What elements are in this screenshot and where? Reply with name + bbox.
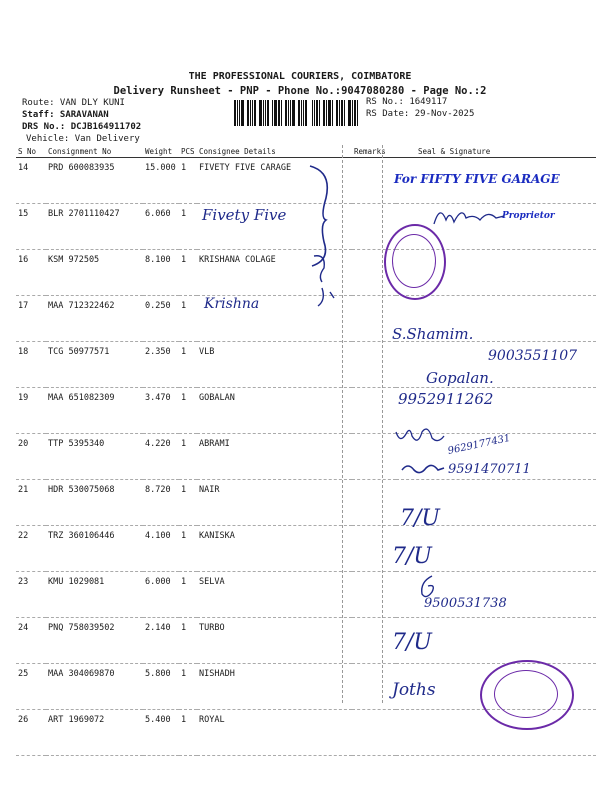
cell-sno: 19	[16, 388, 46, 434]
col-consignee: Consignee Details	[197, 145, 352, 158]
cell-pcs: 1	[179, 480, 197, 526]
cell-sno: 16	[16, 250, 46, 296]
staff-label: Staff: SARAVANAN	[22, 110, 109, 120]
cell-weight: 6.060	[143, 204, 179, 250]
cell-sno: 23	[16, 572, 46, 618]
cell-consignment: TCG 50977571	[46, 342, 143, 388]
signature-19-phone: 9952911262	[398, 390, 494, 408]
cell-pcs: 1	[179, 664, 197, 710]
cell-weight: 15.000	[143, 158, 179, 204]
cell-consignee: ABRAMI	[197, 434, 352, 480]
signature-19-name: Gopalan.	[426, 369, 494, 387]
garage-stamp-role: Proprietor	[502, 211, 555, 221]
cell-remarks	[352, 572, 396, 618]
cell-pcs: 1	[179, 388, 197, 434]
cell-pcs: 1	[179, 572, 197, 618]
cell-consignee: GOBALAN	[197, 388, 352, 434]
cell-pcs: 1	[179, 204, 197, 250]
seal-divider	[382, 145, 383, 703]
cell-consignee: NISHADH	[197, 664, 352, 710]
cell-remarks	[352, 664, 396, 710]
cell-weight: 6.000	[143, 572, 179, 618]
signature-18-name: S.Shamim.	[392, 325, 474, 343]
barcode	[234, 100, 362, 126]
cell-sno: 22	[16, 526, 46, 572]
cell-remarks	[352, 526, 396, 572]
signature-24-phone: 9500531738	[424, 596, 507, 611]
col-pcs: PCS	[179, 145, 197, 158]
signature-20-mark	[392, 422, 448, 450]
cell-remarks	[352, 342, 396, 388]
handwritten-note-15: Fivety Five	[202, 206, 287, 224]
route-label: Route: VAN DLY KUNI	[22, 98, 125, 108]
cell-sno: 15	[16, 204, 46, 250]
cell-remarks	[352, 710, 396, 756]
cell-consignee: KANISKA	[197, 526, 352, 572]
table-row	[16, 480, 596, 526]
cell-pcs: 1	[179, 710, 197, 756]
cell-consignment: MAA 304069870	[46, 664, 143, 710]
cell-consignment: MAA 712322462	[46, 296, 143, 342]
cell-sno: 24	[16, 618, 46, 664]
cell-sno: 14	[16, 158, 46, 204]
signature-20-phone: 9629177431	[446, 432, 512, 457]
cell-sno: 17	[16, 296, 46, 342]
vehicle-label: Vehicle: Van Delivery	[26, 134, 140, 144]
cell-consignment: MAA 651082309	[46, 388, 143, 434]
cell-sno: 20	[16, 434, 46, 480]
cell-remarks	[352, 388, 396, 434]
cell-consignee: TURBO	[197, 618, 352, 664]
runsheet-subtitle: Delivery Runsheet - PNP - Phone No.:9047080280 - Page No.:2	[113, 85, 487, 97]
cell-consignment: ART 1969072	[46, 710, 143, 756]
col-consignment: Consignment No	[46, 145, 143, 158]
signature-21-mark	[398, 458, 448, 480]
cell-weight: 2.140	[143, 618, 179, 664]
cell-sno: 18	[16, 342, 46, 388]
table-row	[16, 572, 596, 618]
cell-pcs: 1	[179, 434, 197, 480]
cell-remarks	[352, 480, 396, 526]
garage-signature	[430, 200, 510, 230]
cell-consignee: ROYAL	[197, 710, 352, 756]
cell-consignment: BLR 2701110427	[46, 204, 143, 250]
cell-weight: 8.720	[143, 480, 179, 526]
cell-consignment: PNQ 758039502	[46, 618, 143, 664]
cell-weight: 0.250	[143, 296, 179, 342]
rs-number: RS No.: 1649117	[366, 97, 448, 107]
col-sno: S No	[16, 145, 46, 158]
table-row	[16, 618, 596, 664]
col-remarks: Remarks	[352, 145, 396, 158]
cell-consignment: TTP 5395340	[46, 434, 143, 480]
cell-consignment: PRD 600083935	[46, 158, 143, 204]
table-header-row	[16, 145, 596, 158]
cell-consignee: SELVA	[197, 572, 352, 618]
cell-weight: 2.350	[143, 342, 179, 388]
cell-sno: 25	[16, 664, 46, 710]
garage-stamp: For FIFTY FIVE GARAGE	[394, 172, 560, 186]
drs-number: DRS No.: DCJB164911702	[22, 122, 142, 132]
cell-consignment: KSM 972505	[46, 250, 143, 296]
cell-pcs: 1	[179, 526, 197, 572]
signature-25: 7/U	[392, 630, 432, 655]
cell-consignment: KMU 1029081	[46, 572, 143, 618]
cell-weight: 5.400	[143, 710, 179, 756]
bottom-seal-inner	[494, 670, 558, 718]
cell-pcs: 1	[179, 250, 197, 296]
cell-weight: 4.100	[143, 526, 179, 572]
cell-weight: 3.470	[143, 388, 179, 434]
col-weight: Weight	[143, 145, 179, 158]
cell-remarks	[352, 618, 396, 664]
cell-remarks	[352, 434, 396, 480]
cell-consignee: NAIR	[197, 480, 352, 526]
signature-23: 7/U	[392, 544, 432, 569]
signature-26: Joths	[392, 680, 436, 700]
company-title: THE PROFESSIONAL COURIERS, COIMBATORE	[188, 71, 412, 82]
cell-consignment: TRZ 360106446	[46, 526, 143, 572]
cell-pcs: 1	[179, 618, 197, 664]
cell-consignee: KRISHANA COLAGE	[197, 250, 352, 296]
cell-pcs: 1	[179, 296, 197, 342]
cell-consignee: VLB	[197, 342, 352, 388]
cell-weight: 5.800	[143, 664, 179, 710]
cell-pcs: 1	[179, 342, 197, 388]
cell-consignee: FIVETY FIVE CARAGE	[197, 158, 352, 204]
table-row	[16, 388, 596, 434]
rs-date: RS Date: 29-Nov-2025	[366, 109, 475, 119]
col-seal-signature: Seal & Signature	[396, 145, 596, 158]
cell-weight: 8.100	[143, 250, 179, 296]
cell-sno: 21	[16, 480, 46, 526]
handwritten-note-17: Krishna	[204, 296, 260, 312]
signature-18-phone: 9003551107	[488, 348, 578, 364]
signature-22: 7/U	[400, 506, 440, 531]
cell-pcs: 1	[179, 158, 197, 204]
college-seal-inner	[392, 234, 436, 288]
cell-consignment: HDR 530075068	[46, 480, 143, 526]
cell-weight: 4.220	[143, 434, 179, 480]
cell-sno: 26	[16, 710, 46, 756]
signature-21-phone: 9591470711	[448, 462, 531, 477]
table-row	[16, 526, 596, 572]
brace-marks	[300, 160, 360, 310]
